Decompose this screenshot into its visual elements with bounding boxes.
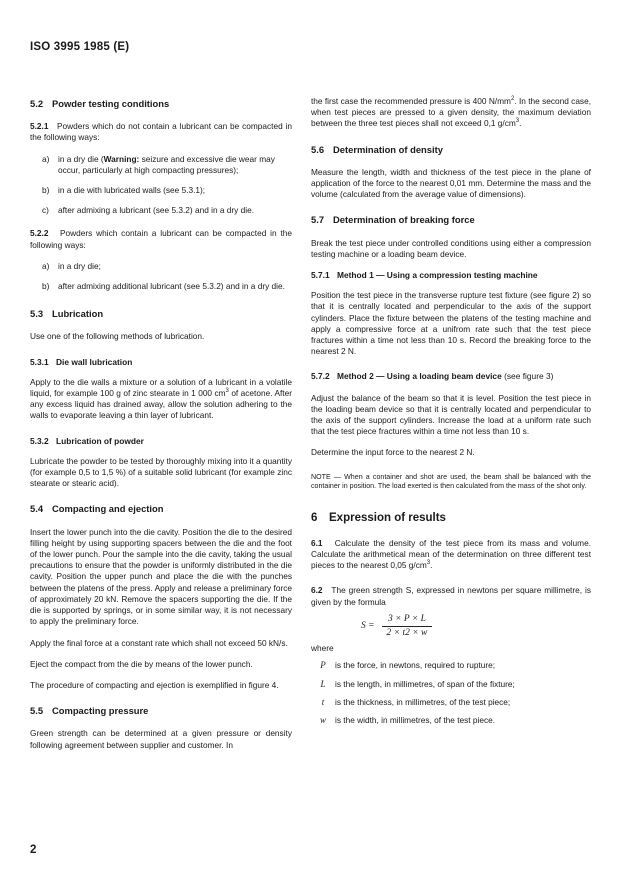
section-heading-5-3-2: 5.3.2 Lubrication of powder	[30, 435, 144, 446]
paragraph: Green strength can be determined at a given pressure or density following agreement between supplier and customer. In	[30, 728, 292, 750]
paragraph: Eject the compact from the die by means of the lower punch.	[30, 658, 253, 669]
formula-lhs: S =	[361, 620, 375, 631]
paragraph: Use one of the following methods of lubrication.	[30, 331, 205, 342]
list-item: a) in a dry die;	[42, 260, 101, 271]
paragraph: Measure the length, width and thickness of the test piece in the plane of application of the force to the nearest 0,01 mm. Determine the mass and the volume (calculated from the average value of dimensions).	[311, 166, 591, 200]
paragraph: the first case the recommended pressure is 400 $N/mm^2$. In the second case, when test pieces are pressed to a given density, the maximum deviation between the three test pieces shall not exceed 0,1 $g/cm^3$.	[311, 96, 591, 129]
note: NOTE — When a container and shot are used, the beam shall be balanced with the container in position. The load exerted is then calculated from the mass of the shot only.	[311, 472, 591, 491]
section-heading-5-5: 5.5 Compacting pressure	[30, 705, 149, 717]
paragraph-5-2-1: 5.2.1 Powders which do not contain a lubricant can be compacted in the following ways:	[30, 121, 292, 143]
section-heading-5-6: 5.6 Determination of density	[311, 143, 443, 155]
list-item: a) in a dry die (Warning: seizure and excessive die wear may occur, particularly at high compacting pressures);	[42, 153, 275, 175]
list-item: b) in a die with lubricated walls (see 5.3.1);	[42, 185, 206, 196]
paragraph-6-2: 6.2 The green strength S, expressed in newtons per square millimetre, is given by the formula	[311, 585, 591, 607]
variable-definition: L is the length, in millimetres, of span of the fixture;	[320, 678, 515, 689]
where-label: where	[311, 643, 334, 654]
paragraph-6-1: 6.1 Calculate the density of the test piece from its mass and volume. Calculate the arithmetical mean of the determination on three different test pieces to the nearest 0,05 $g/cm^3$.	[311, 537, 591, 571]
variable-definition: P is the force, in newtons, required to rupture;	[320, 660, 496, 671]
paragraph-5-2-2: 5.2.2 Powders which contain a lubricant can be compacted in the following ways:	[30, 228, 292, 250]
paragraph: Lubricate the powder to be tested by thoroughly mixing into it a quantity (for example 0,5 to 1,5 %) of a suitable solid lubricant (for example zinc stearate or stearic acid).	[30, 455, 292, 489]
section-heading-5-7-1: 5.7.1 Method 1 — Using a compression testing machine	[311, 270, 538, 281]
section-heading-6: 6 Expression of results	[311, 512, 446, 525]
green-strength-formula	[361, 614, 591, 639]
right-column	[311, 96, 591, 733]
paragraph: Determine the input force to the nearest 2 N.	[311, 447, 475, 458]
section-heading-5-3-1: 5.3.1 Die wall lubrication	[30, 356, 133, 367]
variable-definition: t is the thickness, in millimetres, of the test piece;	[321, 696, 511, 707]
paragraph: Insert the lower punch into the die cavity. Position the die to the desired filling height by using supporting spacers between the die and the foot of the lower punch. Pour the sample into the die cavity, taking the usual precautions to ensure that the powder is uniformly distributed in the die cavity. Position the upper punch and place the die with the punches between the platens of the press. Apply and release a preliminary force of approximately 20 kN. Remove the spacers supporting the die. If the die is supported by springs, or in some similar way, it is not necessary to apply the preliminary force.	[30, 526, 292, 627]
paragraph: The procedure of compacting and ejection is exemplified in figure 4.	[30, 679, 279, 690]
paragraph: Adjust the balance of the beam so that it is level. Position the test piece in the loading beam device so that it is centrally located and perpendicular to the axis of the support cylinders. Increase the load at a uniform rate such that the test piece fractures within a time not less than 10 s.	[311, 392, 591, 437]
variable-definition: w is the width, in millimetres, of the test piece.	[319, 714, 496, 725]
formula-numerator: 3 × P × L	[382, 614, 432, 627]
section-heading-5-7: 5.7 Determination of breaking force	[311, 214, 475, 226]
left-column	[30, 98, 292, 761]
section-heading-5-2: 5.2 Powder testing conditions	[30, 98, 170, 109]
document-header: ISO 3995 1985 (E)	[30, 41, 130, 53]
paragraph: Break the test piece under controlled conditions using either a compression testing machine or a loading beam device.	[311, 237, 591, 259]
paragraph: Apply the final force at a constant rate which shall not exceed 50 kN/s.	[30, 637, 288, 648]
formula-denominator: 2 × t2 × w	[386, 627, 428, 638]
paragraph: Apply to the die walls a mixture or a solution of a lubricant in a volatile liquid, for example 100 g of zinc stearate in 1 000 $cm^3$ of acetone. After any excess liquid has drained away, allow the solution adhering to the walls to evaporate leaving a thin layer of lubricant.	[30, 376, 292, 421]
section-heading-5-7-2: 5.7.2 Method 2 — Using a loading beam device (see figure 3)	[311, 371, 554, 382]
formula-fraction	[381, 614, 434, 639]
paragraph: Position the test piece in the transverse rupture test fixture (see figure 2) so that it is centrally located and perpendicular to the axis of the support cylinders. Place the fixture between the platens of the testing machine and apply a compressive force at a unifrom rate such that the test piece fractures within a time not less than 10 s. Record the breaking force to the nearest 2 N.	[311, 290, 591, 357]
list-item: c) after admixing a lubricant (see 5.3.2) and in a dry die.	[42, 205, 255, 216]
section-heading-5-4: 5.4 Compacting and ejection	[30, 503, 164, 515]
list-item: b) after admixing additional lubricant (see 5.3.2) and in a dry die.	[42, 281, 285, 292]
page-number: 2	[30, 844, 37, 856]
section-heading-5-3: 5.3 Lubrication	[30, 308, 104, 320]
